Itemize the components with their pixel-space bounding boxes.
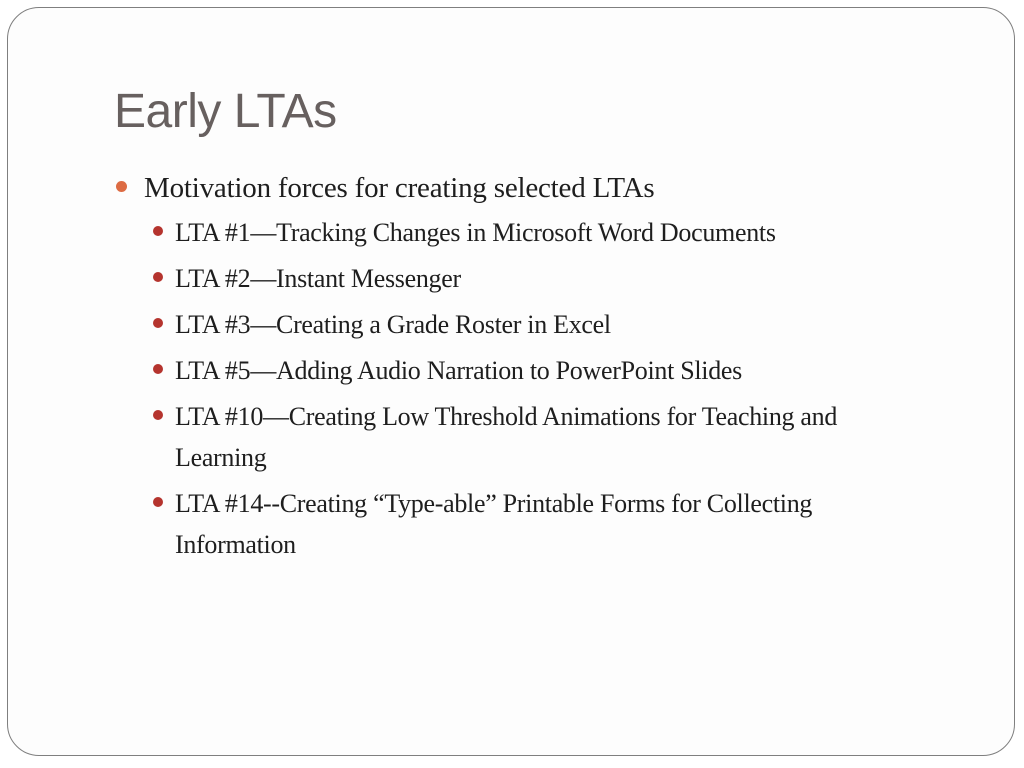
sub-bullet-text: LTA #2—Instant Messenger: [175, 264, 461, 293]
sub-bullet-list: [144, 212, 934, 565]
bullet-dot-icon: [153, 318, 163, 328]
bullet-dot-icon: [153, 364, 163, 374]
sub-bullet-item: [144, 350, 934, 391]
sub-bullet-text: LTA #1—Tracking Changes in Microsoft Word Documents: [175, 218, 776, 247]
bullet-dot-icon: [153, 272, 163, 282]
bullet-dot-icon: [116, 181, 127, 192]
sub-bullet-text: LTA #14--Creating “Type-able” Printable Forms for Collecting Information: [175, 489, 813, 559]
sub-bullet-text: LTA #3—Creating a Grade Roster in Excel: [175, 310, 611, 339]
sub-bullet-item: [144, 258, 934, 299]
sub-bullet-item: [144, 304, 934, 345]
bullet-dot-icon: [153, 226, 163, 236]
slide-title: Early LTAs: [114, 85, 337, 138]
main-bullet-item: [114, 166, 934, 565]
bullet-list: [114, 166, 934, 565]
sub-bullet-item: [144, 212, 934, 253]
main-bullet-text: Motivation forces for creating selected LTAs: [144, 172, 655, 204]
sub-bullet-text: LTA #10—Creating Low Threshold Animations for Teaching and Learning: [175, 402, 838, 472]
slide-body: [114, 166, 934, 570]
sub-bullet-item: [144, 483, 934, 565]
sub-bullet-item: [144, 396, 934, 478]
bullet-dot-icon: [153, 410, 163, 420]
bullet-dot-icon: [153, 497, 163, 507]
sub-bullet-text: LTA #5—Adding Audio Narration to PowerPoint Slides: [175, 356, 742, 385]
